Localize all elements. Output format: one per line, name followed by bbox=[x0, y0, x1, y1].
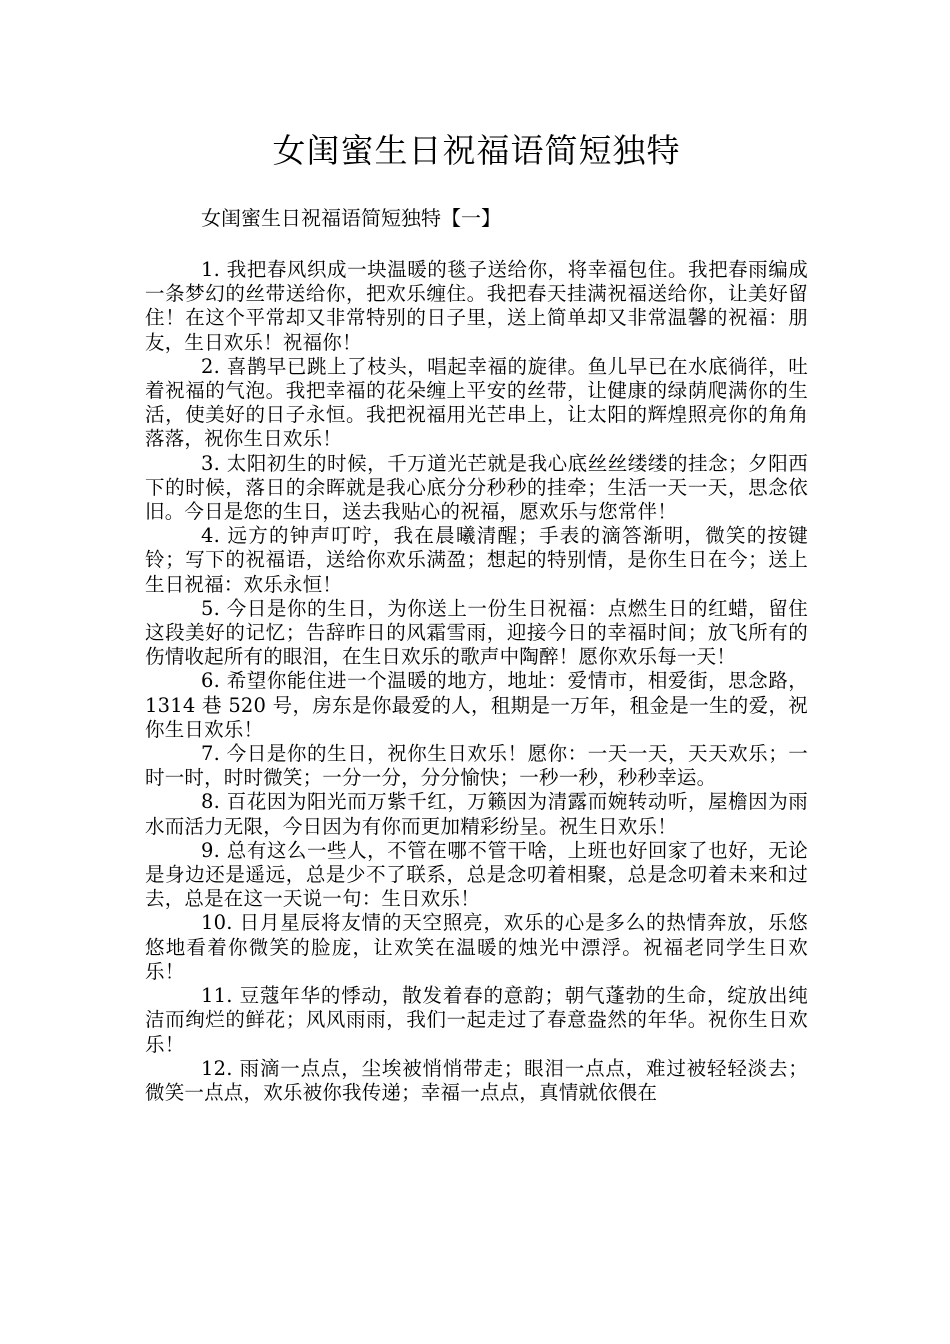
paragraph-5: 5. 今日是你的生日，为你送上一份生日祝福：点燃生日的红蜡，留住这段美好的记忆；告辞昨日的风霜雪雨，迎接今日的幸福时间；放飞所有的伤情收起所有的眼泪，在生日欢乐的歌声中陶醉！愿你欢乐每一天！ bbox=[145, 596, 808, 669]
paragraph-8: 8. 百花因为阳光而万紫千红，万籁因为清露而婉转动听，屋檐因为雨水而活力无限，今日因为有你而更加精彩纷呈。祝生日欢乐！ bbox=[145, 790, 808, 838]
paragraph-4: 4. 远方的钟声叮咛，我在晨曦清醒；手表的滴答渐明，微笑的按键铃；写下的祝福语，送给你欢乐满盈；想起的特别情，是你生日在今；送上生日祝福：欢乐永恒！ bbox=[145, 524, 808, 596]
paragraph-3: 3. 太阳初生的时候，千万道光芒就是我心底丝丝缕缕的挂念；夕阳西下的时候，落日的余晖就是我心底分分秒秒的挂牵；生活一天一天，思念依旧。今日是您的生日，送去我贴心的祝福，愿欢乐与您常伴！ bbox=[145, 451, 808, 524]
paragraph-2: 2. 喜鹊早已跳上了枝头，唱起幸福的旋律。鱼儿早已在水底徜徉，吐着祝福的气泡。我把幸福的花朵缠上平安的丝带，让健康的绿荫爬满你的生活，使美好的日子永恒。我把祝福用光芒串上，让太阳的辉煌照亮你的角角落落，祝你生日欢乐！ bbox=[145, 354, 808, 451]
paragraph-1: 1. 我把春风织成一块温暖的毯子送给你，将幸福包住。我把春雨编成一条梦幻的丝带送给你，把欢乐缠住。我把春天挂满祝福送给你，让美好留住！在这个平常却又非常特别的日子里，送上简单却又非常温馨的祝福：朋友，生日欢乐！祝福你！ bbox=[145, 258, 808, 354]
section-heading: 女闺蜜生日祝福语简短独特【一】 bbox=[201, 206, 501, 230]
paragraph-12: 12. 雨滴一点点，尘埃被悄悄带走；眼泪一点点，难过被轻轻淡去；微笑一点点，欢乐被你我传递；幸福一点点，真情就依偎在 bbox=[145, 1056, 808, 1104]
paragraph-6: 6. 希望你能住进一个温暖的地方，地址：爱情市，相爱街，思念路，1314 巷 520 号，房东是你最爱的人，租期是一万年，租金是一生的爱，祝你生日欢乐！ bbox=[145, 669, 808, 741]
paragraph-11: 11. 豆蔻年华的悸动，散发着春的意韵；朝气蓬勃的生命，绽放出纯洁而绚烂的鲜花；风风雨雨，我们一起走过了春意盎然的年华。祝你生日欢乐！ bbox=[145, 984, 808, 1056]
document-title: 女闺蜜生日祝福语简短独特 bbox=[272, 131, 681, 170]
paragraph-10: 10. 日月星辰将友情的天空照亮，欢乐的心是多么的热情奔放，乐悠悠地看着你微笑的脸庞，让欢笑在温暖的烛光中漂浮。祝福老同学生日欢乐！ bbox=[145, 911, 808, 983]
paragraph-list bbox=[145, 258, 808, 1105]
paragraph-9: 9. 总有这么一些人，不管在哪不管干啥，上班也好回家了也好，无论是身边还是遥远，总是少不了联系，总是念叨着相聚，总是念叨着未来和过去，总是在这一天说一句：生日欢乐！ bbox=[145, 838, 808, 911]
paragraph-7: 7. 今日是你的生日，祝你生日欢乐！愿你：一天一天，天天欢乐；一时一时，时时微笑；一分一分，分分愉快；一秒一秒，秒秒幸运。 bbox=[145, 742, 808, 790]
